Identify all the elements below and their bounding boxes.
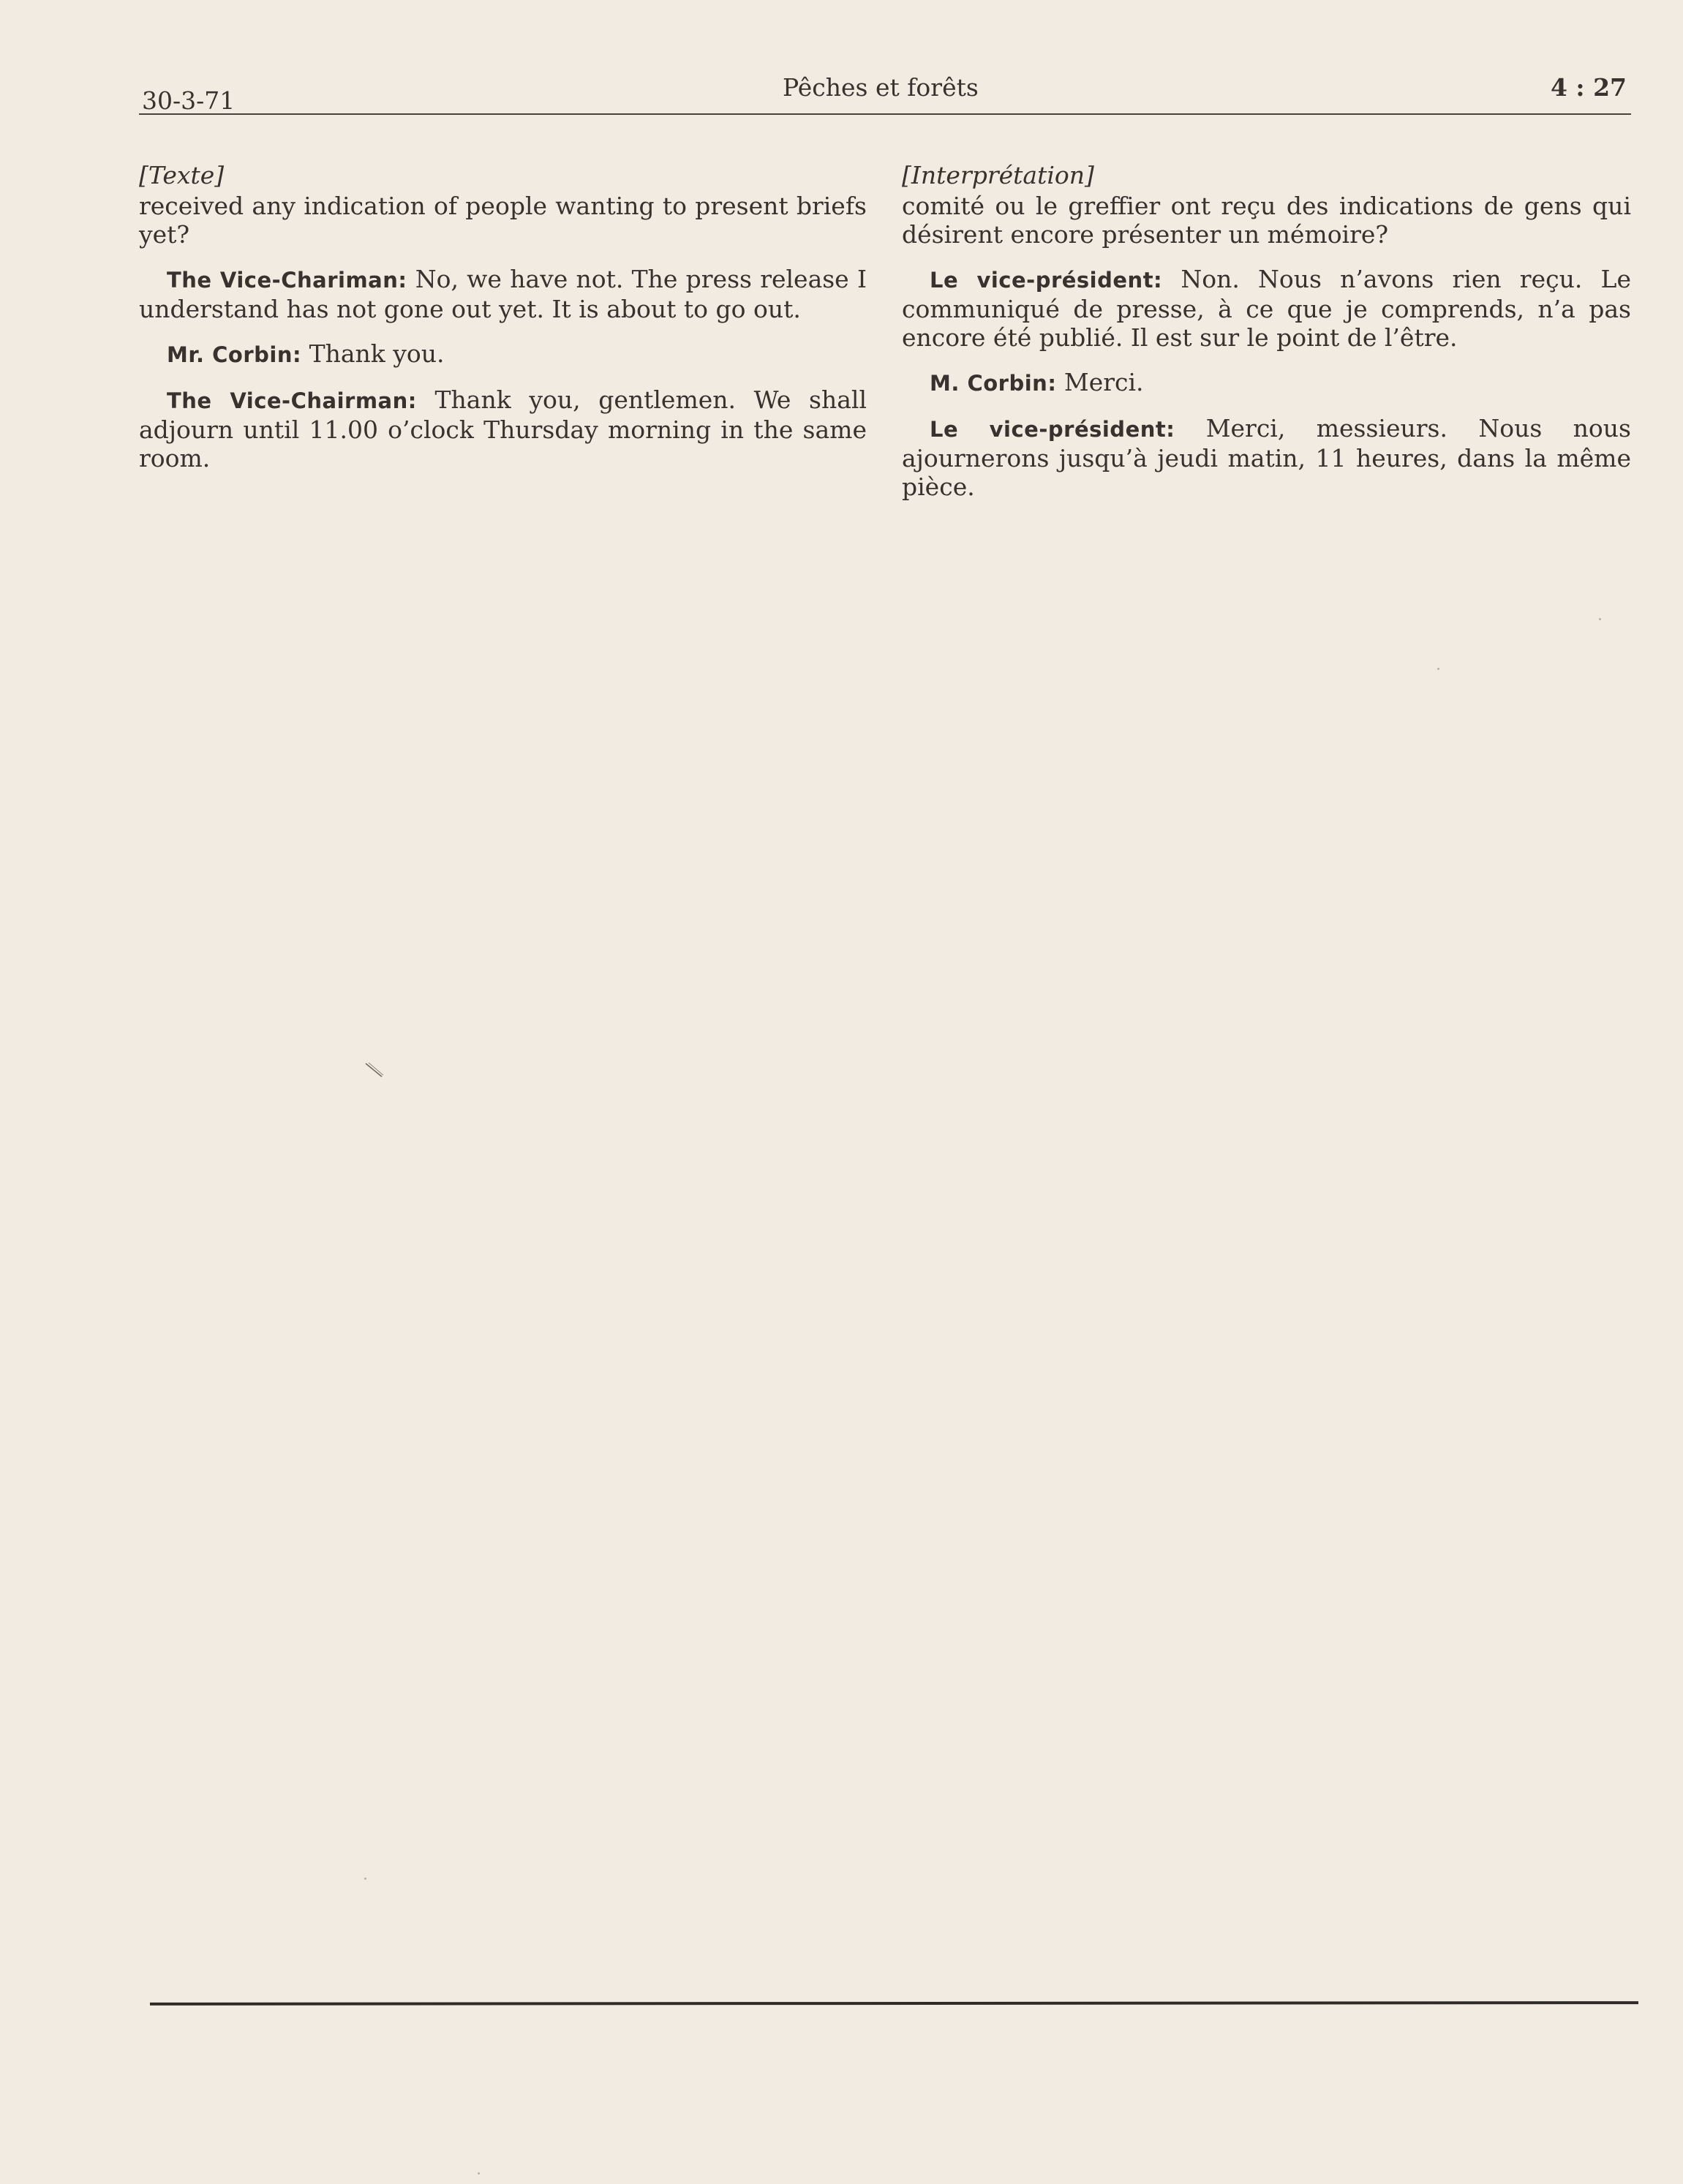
stray-mark: [364, 1062, 385, 1080]
speech-text: No, we have not. The press release I understand has not gone out yet. It is about to go out.: [139, 265, 867, 323]
speech-paragraph: [902, 414, 1631, 501]
french-column: [902, 154, 1631, 517]
speaker-name: Le vice-président:: [930, 417, 1175, 442]
section-label-interpretation: [Interprétation]: [902, 161, 1094, 189]
speech-paragraph: [139, 339, 867, 369]
speech-paragraph: [139, 265, 867, 323]
speech-text: Merci, messieurs. Nous nous ajournerons jusqu’à jeudi matin, 11 heures, dans la même pièce.: [902, 414, 1631, 501]
speech-text: Thank you.: [309, 339, 445, 368]
header-title: Pêches et forêts: [783, 73, 979, 102]
speech-text: Thank you, gentlemen. We shall adjourn until 11.00 o’clock Thursday morning in the same room.: [139, 385, 867, 472]
page-header: [139, 72, 1631, 118]
bottom-rule: [150, 2001, 1638, 2006]
speech-paragraph: [139, 385, 867, 472]
paper-speck: [1437, 668, 1439, 670]
header-rule: [139, 113, 1631, 115]
paper-speck: [1599, 618, 1601, 620]
header-date: 30-3-71: [142, 86, 236, 115]
speech-text: Non. Nous n’avons rien reçu. Le communiqué de presse, à ce que je comprends, n’a pas encore été publié. Il est sur le point de l’être.: [902, 265, 1631, 352]
speaker-name: The Vice-Chairman:: [167, 388, 417, 413]
continued-paragraph: comité ou le greffier ont reçu des indications de gens qui désirent encore présenter un mémoire?: [902, 192, 1631, 249]
speech-text: Merci.: [1063, 368, 1144, 396]
speech-paragraph: [902, 265, 1631, 352]
paper-speck: [364, 1878, 366, 1880]
section-label-texte: [Texte]: [139, 161, 225, 189]
english-column: [139, 154, 867, 489]
speaker-name: The Vice-Chariman:: [167, 268, 407, 293]
header-page-number: 4 : 27: [1550, 73, 1627, 102]
speaker-name: Mr. Corbin:: [167, 342, 302, 367]
speech-paragraph: [902, 368, 1631, 398]
speaker-name: Le vice-président:: [930, 268, 1163, 293]
paper-speck: [478, 2172, 480, 2174]
speaker-name: M. Corbin:: [930, 371, 1057, 396]
continued-paragraph: received any indication of people wanting to present briefs yet?: [139, 192, 867, 249]
